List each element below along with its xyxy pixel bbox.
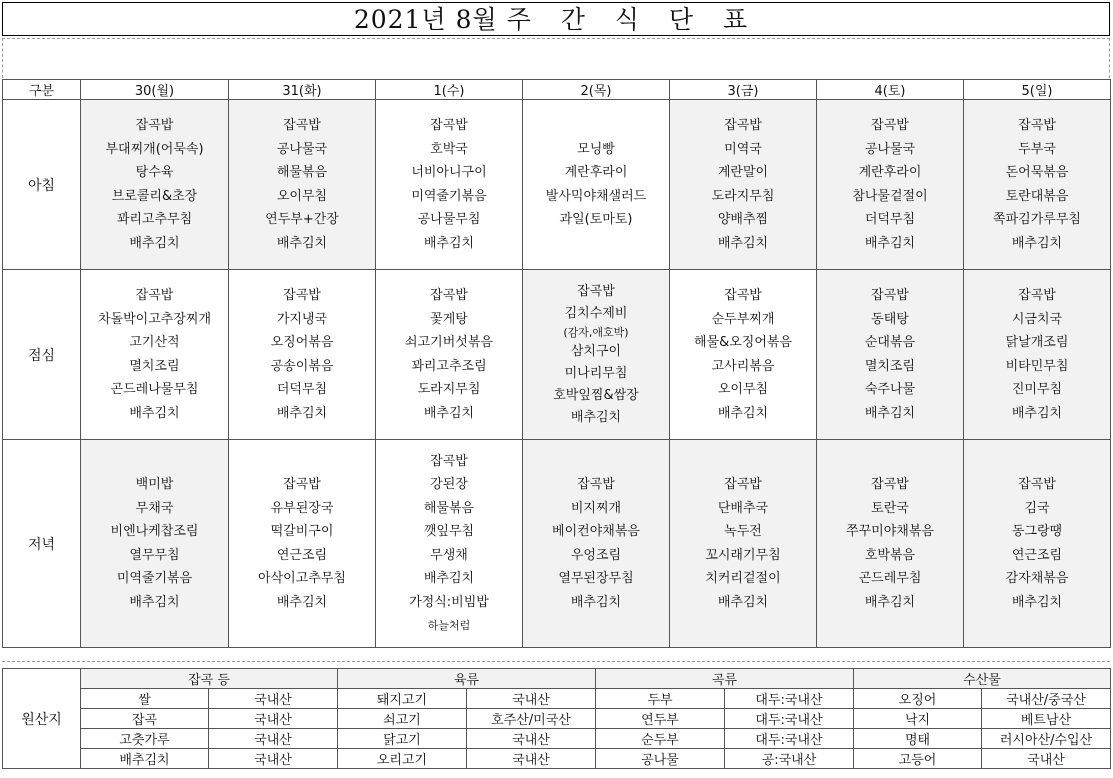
day-header: 5(일) [964, 80, 1111, 100]
dish: 발사믹야채샐러드 [545, 188, 647, 204]
origin-value: 국내산 [467, 729, 596, 749]
dish: 잡곡밥 [724, 477, 762, 492]
meal-row-lunch [3, 270, 1111, 440]
dish: 가지냉국 [276, 311, 328, 327]
dish: 배추김치 [423, 405, 475, 421]
dish: 배추김치 [423, 235, 475, 251]
menu-cell [964, 100, 1111, 270]
menu-cell [523, 440, 670, 648]
dish: 오이무침 [276, 188, 328, 204]
dish: 배추김치 [570, 409, 622, 425]
origin-value: 국내산 [982, 749, 1111, 769]
dish: 유부된장국 [270, 500, 334, 516]
origin-row [3, 709, 1111, 729]
origin-row [3, 689, 1111, 709]
origin-label: 원산지 [3, 669, 81, 769]
day-header: 30(월) [81, 80, 229, 100]
header-row [3, 80, 1111, 100]
dish: 시금치국 [1011, 311, 1063, 327]
dish: 배추김치 [129, 235, 180, 251]
dish-note: 하늘처럼 [427, 619, 471, 632]
dish: 잡곡밥 [135, 288, 174, 303]
origin-value: 러시아산/수입산 [982, 729, 1111, 749]
origin-value: 국내산 [467, 689, 596, 709]
dish: 배추김치 [570, 594, 622, 610]
dish: 김국 [1024, 500, 1050, 516]
dish: 잡곡밥 [1018, 288, 1056, 303]
origin-value: 국내산 [209, 729, 338, 749]
dish: 양배추찜 [717, 212, 769, 227]
dish: 열무된장무침 [558, 571, 634, 586]
dish: 잡곡밥 [283, 477, 321, 492]
dish: 꽃게탕 [430, 311, 468, 327]
dish: 우엉조림 [570, 547, 622, 563]
title-rest: 주 간 식 단 표 [506, 5, 759, 34]
dish: 브로콜리&초장 [111, 188, 198, 204]
menu-cell [523, 100, 670, 270]
origin-group-row [3, 669, 1111, 689]
dish: 꼬시래기무침 [705, 547, 781, 563]
origin-value: 국내산 [209, 689, 338, 709]
origin-value: 국내산/중국산 [982, 689, 1111, 709]
dish: 두부국 [1018, 141, 1056, 157]
origin-value: 공:국내산 [725, 749, 854, 769]
day-header: 3(금) [670, 80, 817, 100]
meal-row-breakfast [3, 100, 1111, 270]
dish: 고사리볶음 [711, 358, 775, 374]
dish: 무생채 [430, 547, 468, 563]
dish: 배추김치 [1011, 235, 1063, 251]
origin-item: 두부 [596, 689, 725, 709]
dish: 배추김치 [717, 594, 769, 610]
divider [2, 38, 1110, 39]
dish: 잡곡밥 [283, 288, 321, 303]
origin-value: 대두:국내산 [725, 729, 854, 749]
dish: 잡곡밥 [283, 118, 321, 133]
origin-item: 쌀 [81, 689, 209, 709]
dish: 배추김치 [717, 405, 769, 421]
day-header: 4(토) [817, 80, 964, 100]
origin-group: 곡류 [596, 669, 854, 689]
page-title [2, 2, 1110, 36]
menu-cell [81, 100, 229, 270]
day-header: 2(목) [523, 80, 670, 100]
dish: 배추김치 [864, 235, 916, 251]
origin-item: 순두부 [596, 729, 725, 749]
dish: 계란후라이 [858, 165, 922, 180]
dish: 공나물국 [864, 141, 916, 157]
dish: 해물볶음 [276, 165, 328, 180]
dish: 무채국 [135, 500, 174, 516]
origin-value: 베트남산 [982, 709, 1111, 729]
meal-row-dinner [3, 440, 1111, 648]
menu-cell [817, 270, 964, 440]
menu-cell [81, 270, 229, 440]
dish: 배추김치 [129, 594, 180, 610]
origin-item: 쇠고기 [338, 709, 467, 729]
dish: 쪽파김가루무침 [993, 212, 1081, 227]
title-year: 2021년 [353, 5, 447, 34]
menu-cell [523, 270, 670, 440]
origin-item: 배추김치 [81, 749, 209, 769]
menu-cell [376, 100, 523, 270]
dish: 멸치조림 [129, 358, 180, 374]
dish: 토란대볶음 [1005, 188, 1069, 204]
dish: 단배추국 [717, 500, 769, 516]
dish: 호박볶음 [864, 547, 916, 563]
dish: 열무무침 [129, 547, 180, 563]
dish: 해물볶음 [423, 500, 475, 516]
dish: 미역국 [724, 141, 762, 157]
menu-cell [229, 100, 376, 270]
dish: 연두부+간장 [265, 212, 339, 227]
dish: 오이무침 [717, 382, 769, 397]
divider [2, 661, 1110, 662]
dish: 가정식:비빔밥 [409, 594, 489, 610]
menu-cell [817, 100, 964, 270]
dish: 너비아니구이 [411, 165, 487, 180]
dish: 비엔나케찹조림 [110, 524, 199, 539]
dish: 강된장 [430, 477, 468, 492]
origin-item: 닭고기 [338, 729, 467, 749]
dish: 더덕무침 [864, 212, 916, 227]
origin-item: 낙지 [854, 709, 982, 729]
dish: 치커리겉절이 [705, 571, 781, 586]
dish: 공나물무침 [417, 212, 481, 227]
dish: 백미밥 [135, 477, 174, 492]
dish: 탕수육 [135, 165, 174, 180]
origin-value: 국내산 [209, 709, 338, 729]
dish: 잡곡밥 [1018, 118, 1056, 133]
dish: 공송이볶음 [270, 358, 334, 374]
dish: 토란국 [871, 500, 909, 516]
dish: 배추김치 [276, 235, 328, 251]
dish: 고기산적 [129, 335, 180, 350]
dish: 순대볶음 [864, 335, 916, 350]
dish: 진미무침 [1011, 382, 1063, 397]
dish: 미역줄기볶음 [116, 571, 193, 586]
origin-item: 오징어 [854, 689, 982, 709]
origin-value: 호주산/미국산 [467, 709, 596, 729]
dish: 더덕무침 [276, 382, 328, 397]
origin-value: 국내산 [209, 749, 338, 769]
menu-cell [229, 440, 376, 648]
dish: 배추김치 [717, 235, 769, 251]
dish: 잡곡밥 [1018, 477, 1056, 492]
dish: 멸치조림 [864, 358, 916, 374]
dish: 과일(토마토) [559, 212, 633, 227]
dish: 깻잎무침 [423, 524, 475, 539]
origin-item: 잡곡 [81, 709, 209, 729]
origin-item: 공나물 [596, 749, 725, 769]
dish: 연근조림 [276, 547, 328, 563]
origin-item: 오리고기 [338, 749, 467, 769]
dish: 잡곡밥 [871, 118, 909, 133]
dish: 배추김치 [276, 594, 328, 610]
dish: 동태탕 [871, 311, 909, 327]
menu-cell [964, 270, 1111, 440]
origin-item: 명태 [854, 729, 982, 749]
dish: 잡곡밥 [430, 118, 468, 133]
dish: 호박잎찜&쌈장 [553, 387, 639, 403]
origin-value: 대두:국내산 [725, 709, 854, 729]
menu-table [2, 79, 1111, 648]
dish: 배추김치 [423, 571, 475, 586]
origin-item: 연두부 [596, 709, 725, 729]
header-label: 구분 [3, 80, 81, 100]
dish: 동그랑땡 [1011, 524, 1063, 539]
dish: 잡곡밥 [724, 118, 762, 133]
dish: 닭날개조림 [1005, 335, 1069, 350]
dish: 배추김치 [129, 405, 180, 421]
divider [1109, 38, 1110, 78]
dish: 꽈리고추조림 [411, 358, 487, 374]
meal-label: 아침 [3, 100, 81, 270]
dish: 곤드레나물무침 [110, 382, 199, 397]
dish: 미역줄기볶음 [411, 188, 487, 204]
meal-label: 점심 [3, 270, 81, 440]
menu-cell [81, 440, 229, 648]
origin-item: 고등어 [854, 749, 982, 769]
dish: 배추김치 [1011, 594, 1063, 610]
dish: 오징어볶음 [270, 335, 334, 350]
dish-note: (감자,애호박) [563, 325, 629, 339]
dish: 숙주나물 [864, 382, 916, 397]
dish: 잡곡밥 [430, 453, 468, 469]
dish: 계란후라이 [564, 165, 628, 180]
dish: 배추김치 [276, 405, 328, 421]
dish: 꽈리고추무침 [116, 212, 193, 227]
origin-row [3, 729, 1111, 749]
menu-cell [229, 270, 376, 440]
dish: 잡곡밥 [135, 118, 174, 133]
dish: 잡곡밥 [724, 288, 762, 303]
dish: 호박국 [430, 141, 468, 157]
dish: 배추김치 [864, 405, 916, 421]
meal-label: 저녁 [3, 440, 81, 648]
origin-item: 돼지고기 [338, 689, 467, 709]
dish: 차돌박이고추장찌개 [97, 311, 212, 327]
origin-group: 수산물 [854, 669, 1111, 689]
origin-group: 잡곡 등 [81, 669, 338, 689]
dish: 미나리무침 [564, 365, 628, 381]
dish: 공나물국 [276, 141, 328, 157]
dish: 돈어묵볶음 [1005, 165, 1069, 180]
dish: 쭈꾸미야채볶음 [846, 524, 934, 539]
menu-cell [376, 270, 523, 440]
divider [2, 38, 3, 78]
dish: 잡곡밥 [871, 288, 909, 303]
dish: 비지찌개 [570, 500, 622, 516]
dish: 베이컨야채볶음 [552, 524, 640, 539]
origin-value: 대두:국내산 [725, 689, 854, 709]
origin-group: 육류 [338, 669, 596, 689]
dish: 잡곡밥 [577, 283, 615, 299]
dish: 도라지무침 [417, 382, 481, 397]
origin-item: 고춧가루 [81, 729, 209, 749]
menu-cell [376, 440, 523, 648]
menu-cell [817, 440, 964, 648]
dish: 모닝빵 [577, 141, 615, 157]
dish: 해물&오징어볶음 [693, 335, 793, 350]
menu-cell [670, 270, 817, 440]
dish: 잡곡밥 [577, 477, 615, 492]
dish: 배추김치 [864, 594, 916, 610]
dish: 감자채볶음 [1005, 571, 1069, 586]
dish: 배추김치 [1011, 405, 1063, 421]
origin-row [3, 749, 1111, 769]
dish: 삼치구이 [570, 343, 622, 359]
origin-value: 국내산 [467, 749, 596, 769]
dish: 곤드레무침 [858, 571, 922, 586]
dish: 도라지무침 [711, 188, 775, 204]
dish: 부대찌개(어묵속) [105, 141, 204, 157]
dish: 순두부찌개 [711, 311, 775, 327]
dish: 아삭이고추무침 [258, 571, 346, 586]
dish: 비타민무침 [1005, 358, 1069, 374]
dish: 김치수제비 [564, 305, 628, 321]
dish: 녹두전 [724, 524, 762, 539]
dish: 잡곡밥 [871, 477, 909, 492]
menu-cell [670, 440, 817, 648]
day-header: 1(수) [376, 80, 523, 100]
title-month: 8월 [455, 5, 498, 34]
menu-cell [670, 100, 817, 270]
menu-cell [964, 440, 1111, 648]
day-header: 31(화) [229, 80, 376, 100]
dish: 잡곡밥 [430, 288, 468, 303]
dish: 떡갈비구이 [270, 524, 334, 539]
dish: 계란말이 [717, 165, 769, 180]
dish: 참나물겉절이 [852, 188, 928, 204]
dish: 연근조림 [1011, 547, 1063, 563]
origin-table [2, 668, 1111, 769]
dish: 쇠고기버섯볶음 [405, 335, 493, 350]
